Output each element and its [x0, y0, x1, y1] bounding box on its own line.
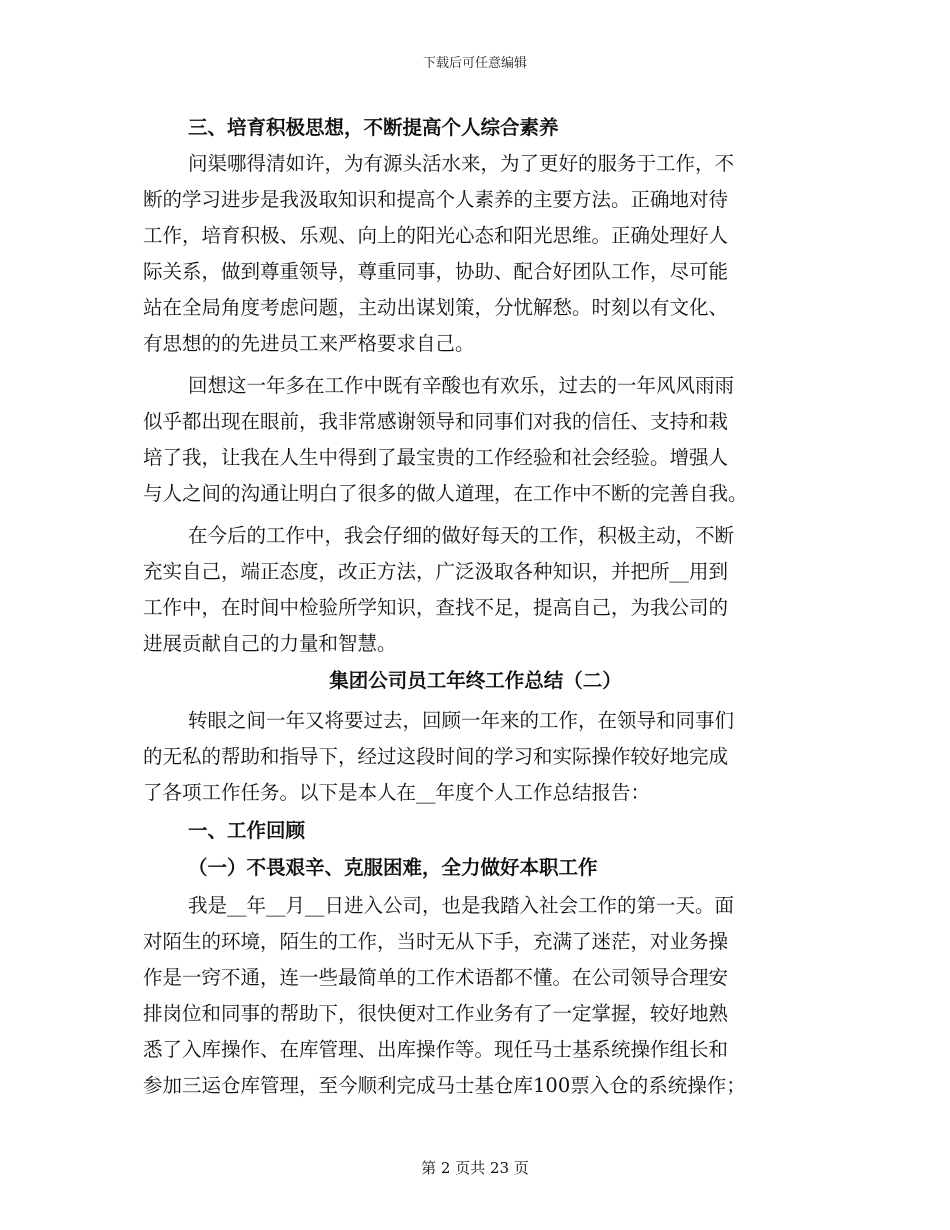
paragraph-line: 作是一窍不通，连一些最简单的工作术语都不懂。在公司领导合理安 [143, 966, 729, 989]
paragraph-line: 断的学习进步是我汲取知识和提高个人素养的主要方法。正确地对待 [143, 188, 729, 211]
paragraph-line: 在今后的工作中，我会仔细的做好每天的工作，积极主动，不断 [188, 524, 735, 547]
paragraph-line: 进展贡献自己的力量和智慧。 [143, 632, 397, 655]
paragraph-line: 对陌生的环境，陌生的工作，当时无从下手，充满了迷茫，对业务操 [143, 930, 729, 953]
paragraph-line: 与人之间的沟通让明白了很多的做人道理，在工作中不断的完善自我。 [143, 482, 748, 505]
paragraph-line: 培了我，让我在人生中得到了最宝贵的工作经验和社会经验。增强人 [143, 446, 729, 469]
page-footer: 第 2 页共 23 页 [421, 1159, 529, 1177]
paragraph-line: 转眼之间一年又将要过去，回顾一年来的工作，在领导和同事们 [188, 709, 735, 732]
paragraph-line: 我是__年__月__日进入公司，也是我踏入社会工作的第一天。面 [188, 894, 735, 917]
page-header: 下载后可任意编辑 [422, 56, 527, 71]
paragraph-line: 了各项工作任务。以下是本人在__年度个人工作总结报告： [143, 781, 651, 804]
paragraph-line: 充实自己，端正态度，改正方法，广泛汲取各种知识，并把所__用到 [143, 560, 729, 583]
paragraph-line: 的无私的帮助和指导下，经过这段时间的学习和实际操作较好地完成 [143, 745, 729, 768]
paragraph-line: 问渠哪得清如许，为有源头活水来，为了更好的服务于工作，不 [188, 152, 735, 175]
paragraph-line: 际关系，做到尊重领导，尊重同事，协助、配合好团队工作，尽可能 [143, 260, 729, 283]
paragraph-line: 回想这一年多在工作中既有辛酸也有欢乐，过去的一年风风雨雨 [188, 374, 735, 397]
paragraph-line: 工作，培育积极、乐观、向上的阳光心态和阳光思维。正确处理好人 [143, 224, 729, 247]
paragraph-line: 工作中，在时间中检验所学知识，查找不足，提高自己，为我公司的 [143, 596, 729, 619]
paragraph-line: 有思想的的先进员工来严格要求自己。 [143, 332, 475, 355]
paragraph-line: 站在全局角度考虑问题，主动出谋划策，分忧解愁。时刻以有文化、 [143, 296, 729, 319]
paragraph-line: 悉了入库操作、在库管理、出库操作等。现任马士基系统操作组长和 [143, 1038, 729, 1061]
paragraph-line: 排岗位和同事的帮助下，很快便对工作业务有了一定掌握，较好地熟 [143, 1002, 729, 1025]
section-heading-1: 一、工作回顾 [188, 819, 306, 842]
document-title: 集团公司员工年终工作总结（二） [329, 669, 622, 692]
section-heading-3: 三、培育积极思想，不断提高个人综合素养 [188, 116, 559, 139]
paragraph-line: 参加三运仓库管理，至今顺利完成马士基仓库100票入仓的系统操作； [143, 1074, 746, 1097]
subsection-heading: （一）不畏艰辛、克服困难，全力做好本职工作 [188, 856, 598, 879]
paragraph-line: 似乎都出现在眼前，我非常感谢领导和同事们对我的信任、支持和栽 [143, 410, 729, 433]
